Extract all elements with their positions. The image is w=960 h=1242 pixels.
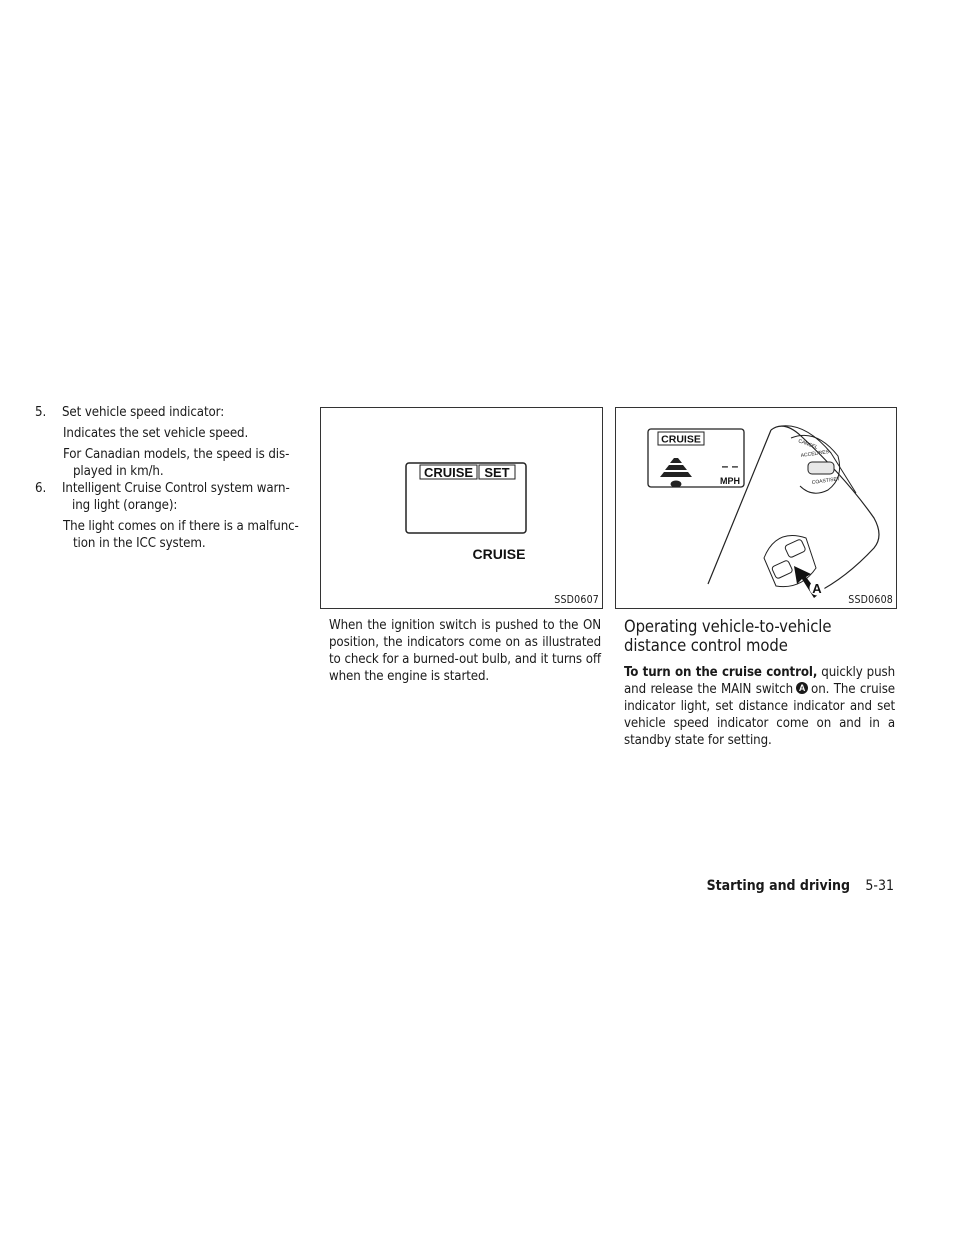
item-title: Intelligent Cruise Control system warn-ing light (orange): bbox=[62, 481, 290, 513]
accel-res-label: ACCEL/RES bbox=[800, 449, 830, 459]
cruise-caption-label: CRUISE bbox=[472, 546, 526, 562]
page-footer bbox=[700, 878, 894, 898]
paragraph-text: on. The cruise indicator light, set distance indicator and set vehicle speed indicator come on and in a standby state for setting. bbox=[624, 682, 895, 748]
figure-code: SSD0608 bbox=[848, 594, 893, 606]
list-item bbox=[35, 480, 303, 514]
list-item bbox=[35, 404, 303, 421]
section-paragraph bbox=[624, 664, 895, 749]
section-operating bbox=[624, 617, 895, 749]
figure-code: SSD0607 bbox=[554, 594, 599, 606]
distance-indicator-icon bbox=[660, 458, 692, 488]
ignition-paragraph: When the ignition switch is pushed to the ON position, the indicators come on as illustrated to check for a burned-out bulb, and it turns off when the engine is started. bbox=[329, 618, 601, 684]
mph-label: MPH bbox=[720, 476, 740, 486]
section-heading: Operating vehicle-to-vehicle distance control mode bbox=[624, 617, 832, 655]
callout-a-label: A bbox=[812, 581, 822, 596]
cancel-label: CANCEL bbox=[797, 438, 819, 451]
item-title: Set vehicle speed indicator: bbox=[62, 405, 225, 420]
steering-switch-illustration bbox=[616, 408, 896, 608]
cruise-display-illustration bbox=[321, 408, 602, 608]
cruise-indicator-label: CRUISE bbox=[423, 465, 474, 480]
figure-cruise-display bbox=[320, 407, 603, 609]
figure-steering-switch bbox=[615, 407, 897, 609]
set-indicator-label: SET bbox=[484, 465, 510, 480]
page-number: 5-31 bbox=[865, 878, 894, 894]
distance-switch bbox=[784, 539, 806, 558]
item-description: Indicates the set vehicle speed. bbox=[63, 426, 249, 441]
item-number: 5. bbox=[35, 405, 47, 420]
coast-set-label: COAST/SET bbox=[811, 476, 841, 486]
speed-dashes: – – bbox=[721, 459, 739, 473]
cruise-indicator-label: CRUISE bbox=[661, 433, 701, 446]
main-switch bbox=[771, 560, 793, 579]
item-number: 6. bbox=[35, 481, 47, 496]
item-description: For Canadian models, the speed is dis-played in km/h. bbox=[63, 447, 290, 479]
callout-a-icon: A bbox=[796, 682, 808, 694]
indicator-list bbox=[35, 404, 303, 552]
paragraph-text: quickly push and release the MAIN switch bbox=[624, 665, 895, 697]
item-description: The light comes on if there is a malfunc-tion in the ICC system. bbox=[63, 519, 299, 551]
footer-section-title: Starting and driving bbox=[706, 878, 850, 894]
bold-lead-text: To turn on the cruise control, bbox=[624, 665, 818, 680]
